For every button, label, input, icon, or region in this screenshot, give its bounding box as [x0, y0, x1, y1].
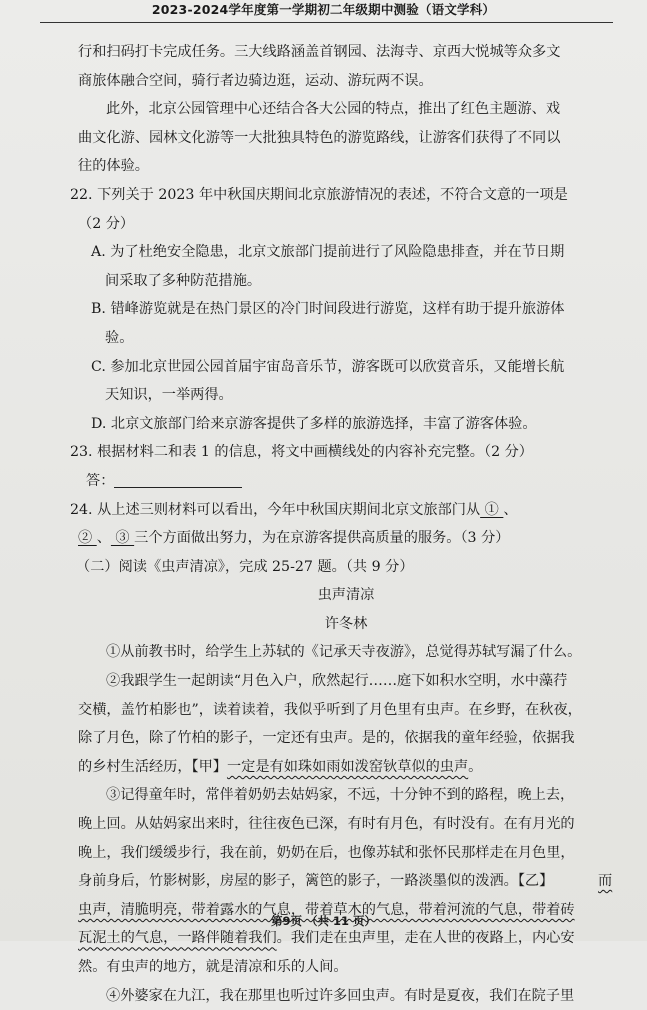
q24-text-1: 24. 从上述三则材料可以看出，今年中秋国庆期间北京文旅部门从: [70, 501, 481, 518]
text-line: ④外婆家在九江，我在那里也听过许多回虫声。有时是夏夜，我们在院子里: [106, 987, 575, 1004]
text-line: 间采取了多种防范措施。: [105, 272, 262, 289]
essay-paragraphs: [78, 638, 614, 752]
page-content: [70, 38, 614, 1010]
text-line: 商旅体融合空间，骑行者边骑边逛，运动、游玩两不误。: [78, 72, 433, 89]
page-footer: 第9页 （共 11 页）: [270, 914, 376, 928]
text-line: （2 分）: [78, 215, 135, 232]
text-line: 天知识，一举两得。: [105, 387, 233, 404]
essay-paragraph-3: [78, 781, 614, 895]
text-line: 然。有虫声的地方，就是清凉和乐的人间。: [78, 959, 348, 975]
text-line: 晚上，我们缓缓步行，我在前，奶奶在后，也像苏轼和张怀民那样走在月色里，: [78, 844, 575, 861]
text-line: 往的体验。: [78, 158, 149, 175]
q24-text-2: 三个方面做出努力，为在京游客提供高质量的服务。（3 分）: [134, 530, 510, 547]
paragraph-line-jia: [78, 753, 614, 782]
text-line: 身前身后，竹影树影，房屋的影子，篱笆的影子，一路淡墨似的泼洒。【乙】: [78, 873, 554, 890]
text-line: ②我跟学生一起朗读“月色入户，欣然起行……庭下如积水空明，水中藻荇: [106, 673, 568, 690]
yi-underlined-start: 而: [598, 873, 613, 890]
q23-answer-line: [78, 467, 614, 496]
text-line: 曲文化游、园林文化游等一大批独具特色的游览路线，让游客们获得了不同以: [78, 129, 561, 146]
essay-title: 虫声清凉: [317, 587, 375, 604]
text-line: 交横，盖竹柏影也”，读着读着，我似乎听到了月色里有虫声。在乡野，在秋夜，: [78, 701, 582, 718]
yi-underlined-line2: 瓦泥土的气息，一路伴随着我们: [78, 930, 277, 947]
q24-blank-1[interactable]: ①: [480, 501, 504, 518]
text-line: B. 错峰游览就是在热门景区的冷门时间段进行游览，这样有助于提升旅游体: [91, 301, 565, 318]
yi-underlined-line1: 虫声，清脆明亮，带着露水的气息，带着草木的气息，带着河流的气息，带着砖: [78, 901, 575, 918]
jia-tail: 。: [468, 758, 483, 775]
q24-blank-3[interactable]: ③: [110, 530, 135, 547]
page-header: 2023-2024学年度第一学期初二年级期中测验（语文学科）: [151, 2, 496, 17]
jia-lead: 的乡村生活经历，【甲】: [78, 758, 227, 775]
text-line: D. 北京文旅部门给来京游客提供了多样的旅游选择，丰富了游客体验。: [91, 415, 537, 432]
essay-author: 许冬林: [324, 615, 368, 632]
text-line: A. 为了杜绝安全隐患，北京文旅部门提前进行了风险隐患排查，并在节日期: [91, 244, 565, 261]
question-24: [70, 496, 614, 525]
q24-sep-1: 、: [503, 501, 518, 518]
material-and-questions: [70, 38, 614, 467]
text-line: ①从前教书时，给学生上苏轼的《记承天寺夜游》，总觉得苏轼写漏了什么。: [106, 644, 582, 661]
text-line: C. 参加北京世园公园首届宇宙岛音乐节，游客既可以欣赏音乐，又能增长航: [91, 358, 565, 375]
q24-blank-2[interactable]: ②: [78, 530, 97, 547]
jia-underlined-sentence: 一定是有如珠如雨如泼窑钬草似的虫声: [226, 758, 469, 775]
text-line: 23. 根据材料二和表 1 的信息，将文中画横线处的内容补充完整。（2 分）: [70, 444, 533, 461]
q24-sep-2: 、: [96, 530, 111, 547]
essay-paragraph-end: [78, 953, 614, 1010]
answer-blank[interactable]: [114, 473, 242, 488]
header-rule: [40, 22, 613, 23]
text-line: 验。: [105, 329, 134, 346]
text-line: 晚上回。从姑妈家出来时，往往夜色已深，有时有月色，有时没有。在有月光的: [78, 816, 575, 833]
answer-label: 答：: [86, 472, 115, 489]
section-two-heading: （二）阅读《虫声清凉》，完成 25-27 题。（共 9 分）: [76, 558, 414, 575]
text-line: 除了月色，除了竹柏的影子，一定还有虫声。是的，依据我的童年经验，依据我: [78, 730, 575, 747]
yi-rest: 。我们走在虫声里，走在人世的夜路上，内心安: [276, 930, 575, 947]
question-24-cont: [78, 524, 614, 553]
text-line: 行和扫码打卡完成任务。三大线路涵盖首钢园、法海寺、京西大悦城等众多文: [78, 44, 561, 60]
text-line: 此外，北京公园管理中心还结合各大公园的特点，推出了红色主题游、戏: [106, 101, 561, 118]
text-line: ③记得童年时，常伴着奶奶去姑妈家，不远，十分钟不到的路程，晚上去，: [106, 787, 575, 804]
text-line: 22. 下列关于 2023 年中秋国庆期间北京旅游情况的表述，不符合文意的一项是: [70, 186, 568, 203]
